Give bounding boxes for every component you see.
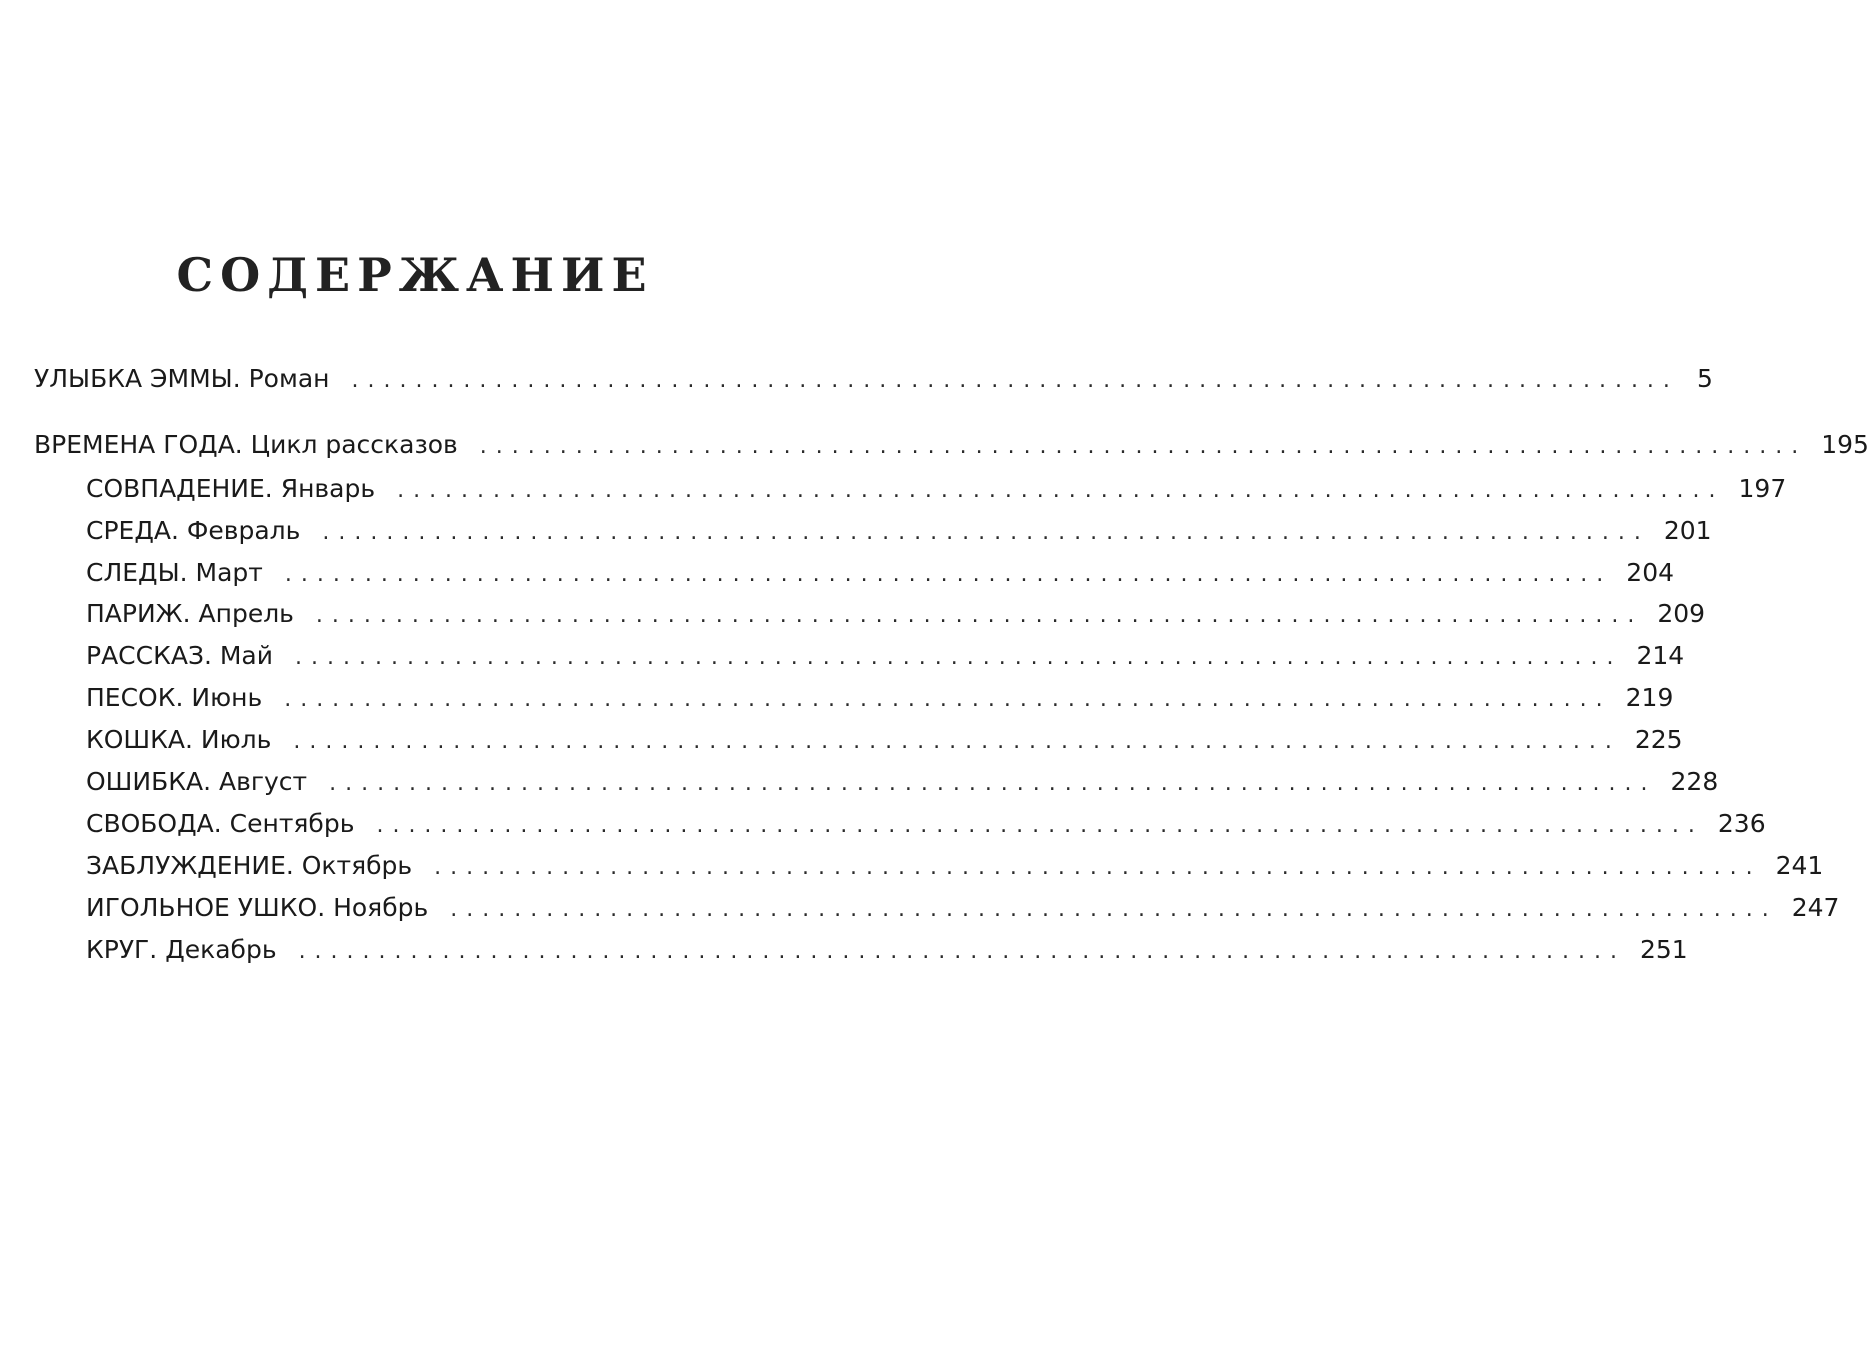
toc-entry-page: 197	[1738, 474, 1787, 503]
toc-entry	[86, 599, 1706, 628]
toc-entry-label: СЛЕДЫ. Март	[86, 558, 263, 587]
toc-entry	[86, 516, 1712, 545]
toc-entry	[34, 364, 1713, 393]
toc-entry-page: 228	[1670, 767, 1719, 796]
toc-entry	[86, 558, 1675, 587]
toc-entry-page: 251	[1640, 935, 1688, 964]
toc-leader: ...................................................................................	[293, 729, 1621, 754]
toc-leader: ...................................................................................	[376, 813, 1704, 838]
toc-leader: ...................................................................................	[397, 478, 1725, 503]
toc-entry	[86, 935, 1688, 964]
toc-entry-label: КРУГ. Декабрь	[86, 935, 277, 964]
toc-entry	[86, 725, 1683, 754]
toc-entry	[34, 430, 1869, 459]
toc-entry-page: 5	[1697, 364, 1713, 393]
toc-leader: ...................................................................................	[322, 520, 1650, 545]
toc-entry-page: 225	[1634, 725, 1683, 754]
toc-entry-page: 236	[1717, 809, 1766, 838]
page-title: СОДЕРЖАНИЕ	[176, 248, 654, 302]
toc-entry-label: ПАРИЖ. Апрель	[86, 599, 294, 628]
toc-leader: ...................................................................................	[479, 434, 1808, 459]
toc-entry	[86, 683, 1674, 712]
toc-entry	[86, 809, 1766, 838]
toc-entry-page: 219	[1625, 683, 1674, 712]
toc-leader: ...................................................................................	[450, 897, 1778, 922]
toc-entry-label: ПЕСОК. Июнь	[86, 683, 263, 712]
toc-leader: ...................................................................................	[298, 939, 1626, 964]
toc-entry-label: ЗАБЛУЖДЕНИЕ. Октябрь	[86, 851, 413, 880]
toc-leader: ...................................................................................	[284, 562, 1613, 587]
toc-entry	[86, 641, 1685, 670]
toc-leader: ...................................................................................	[315, 603, 1644, 628]
toc-entry-page: 195	[1821, 430, 1869, 459]
toc-entry	[86, 474, 1787, 503]
toc-entry	[86, 893, 1840, 922]
toc-entry-page: 214	[1636, 641, 1685, 670]
toc-entry	[86, 851, 1824, 880]
toc-leader: ...................................................................................	[329, 771, 1657, 796]
toc-entry-label: КОШКА. Июль	[86, 725, 272, 754]
toc-leader: ...................................................................................	[434, 855, 1762, 880]
toc-entry	[86, 767, 1719, 796]
toc-entry-label: СВОБОДА. Сентябрь	[86, 809, 355, 838]
toc-entry-page: 247	[1791, 893, 1840, 922]
toc-leader: ...................................................................................	[351, 368, 1679, 393]
toc-entry-label: СРЕДА. Февраль	[86, 516, 301, 545]
toc-entry-label: РАССКАЗ. Май	[86, 641, 273, 670]
toc-entry-page: 209	[1657, 599, 1706, 628]
toc-entry-page: 201	[1663, 516, 1712, 545]
toc-leader: ...................................................................................	[295, 645, 1623, 670]
toc-entry-page: 204	[1626, 558, 1675, 587]
toc-entry-page: 241	[1775, 851, 1824, 880]
toc-entry-label: ВРЕМЕНА ГОДА. Цикл рассказов	[34, 430, 458, 459]
toc-entry-label: УЛЫБКА ЭММЫ. Роман	[34, 364, 330, 393]
toc-leader: ...................................................................................	[284, 687, 1612, 712]
toc-entry-label: ИГОЛЬНОЕ УШКО. Ноябрь	[86, 893, 429, 922]
toc-entry-label: СОВПАДЕНИЕ. Январь	[86, 474, 376, 503]
toc-entry-label: ОШИБКА. Август	[86, 767, 308, 796]
